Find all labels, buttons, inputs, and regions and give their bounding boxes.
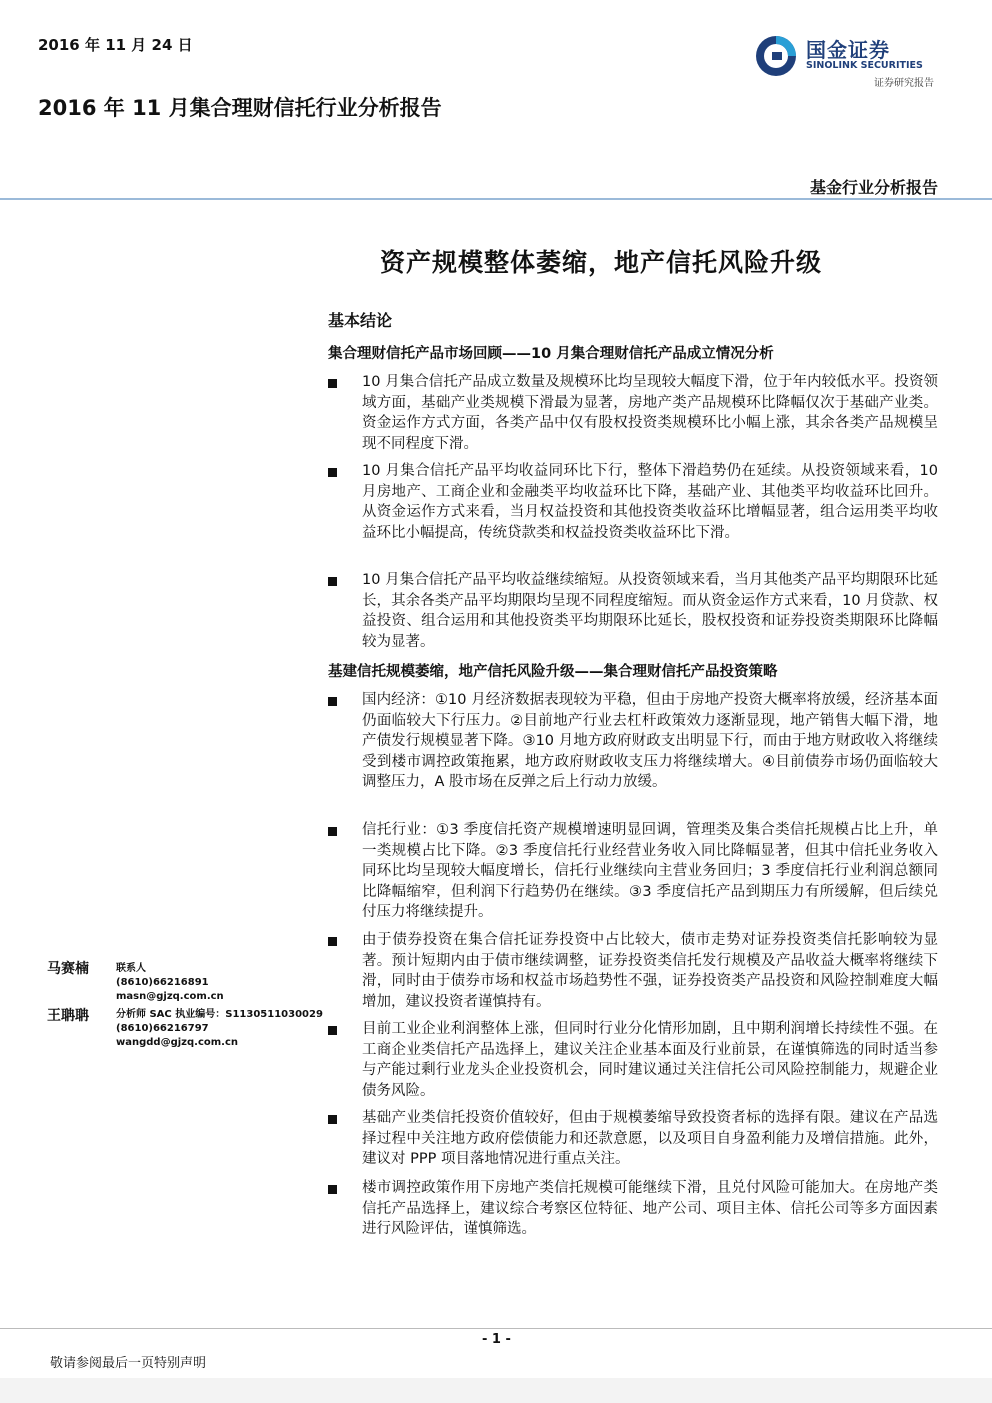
report-category: 基金行业分析报告 bbox=[809, 178, 938, 197]
list-item-text: 国内经济：①10 月经济数据表现较为平稳，但由于房地产投资大概率将放缓，经济基本面仍面临较大下行压力。②目前地产行业去杠杆政策效力逐渐显现，地产销售大幅下滑，地产债发行规模显著下降。③10 月地方政府财政支出明显下行，而由于地方财政收入将继续受到楼市调控政策拖累，地方政府财政收支压力将继续增大。④目前债券市场仍面临较大调整压力，A 股市场在反弹之后上行动力放缓。 bbox=[362, 692, 938, 790]
list-item-text: 由于债券投资在集合信托证券投资中占比较大，债市走势对证券投资类信托影响较为显著。预计短期内由于债市继续调整，证券投资类信托发行规模及产品收益大概率将继续下滑，同时由于债券市场和权益市场趋势性不强，证券投资类产品投资和风险控制难度大幅增加，建议投资者谨慎持有。 bbox=[362, 932, 938, 1010]
list-item-text: 基础产业类信托投资价值较好，但由于规模萎缩导致投资者标的选择有限。建议在产品选择过程中关注地方政府偿债能力和还款意愿，以及项目自身盈利能力及增信措施。此外，建议对 PPP 项目落地情况进行重点关注。 bbox=[362, 1110, 938, 1167]
page-number: - 1 - bbox=[482, 1332, 511, 1347]
list-item-text: 信托行业：①3 季度信托资产规模增速明显回调，管理类及集合类信托规模占比上升，单一类规模占比下降。②3 季度信托行业经营业务收入同比降幅显著，但其中信托业务收入同环比均呈现较大幅度增长，信托行业继续向主营业务回归；3 季度信托行业利润总额同比降幅缩窄，但利润下行趋势仍在继续。③3 季度信托产品到期压力有所缓解，但后续兑付压力将继续提升。 bbox=[362, 822, 938, 920]
bullet-square-icon bbox=[328, 697, 337, 706]
analyst-phone: (8610)66216797 bbox=[116, 1023, 209, 1034]
header-divider bbox=[0, 198, 992, 200]
bullet-square-icon bbox=[328, 937, 337, 946]
report-title: 2016 年 11 月集合理财信托行业分析报告 bbox=[38, 96, 442, 120]
logo-chinese-name: 国金证券 bbox=[806, 38, 890, 62]
company-logo bbox=[754, 30, 954, 90]
sinolink-logo-icon bbox=[754, 34, 798, 78]
list-item-text: 楼市调控政策作用下房地产类信托规模可能继续下滑，且兑付风险可能加大。在房地产类信托产品选择上，建议综合考察区位特征、地产公司、项目主体、信托公司等多方面因素进行风险评估，谨慎筛选。 bbox=[362, 1180, 938, 1237]
section-subheading-review: 集合理财信托产品市场回顾——10 月集合理财信托产品成立情况分析 bbox=[328, 346, 774, 362]
bottom-bar bbox=[0, 1378, 992, 1403]
bullet-square-icon bbox=[328, 577, 337, 586]
bullet-square-icon bbox=[328, 827, 337, 836]
bullet-square-icon bbox=[328, 468, 337, 477]
analyst-email[interactable]: wangdd@gjzq.com.cn bbox=[116, 1037, 239, 1048]
bullet-square-icon bbox=[328, 1115, 337, 1124]
analyst-name: 王聃聃 bbox=[47, 1008, 89, 1024]
analyst-role: 联系人 bbox=[116, 963, 146, 974]
main-title: 资产规模整体萎缩，地产信托风险升级 bbox=[380, 248, 823, 277]
list-item-text: 10 月集合信托产品成立数量及规模环比均呈现较大幅度下滑，位于年内较低水平。投资领域方面，基础产业类规模下滑最为显著，房地产类产品规模环比降幅仅次于基础产业类。资金运作方式方面，各类产品中仅有股权投资类规模环比小幅上涨，其余各类产品规模呈现不同程度下滑。 bbox=[362, 374, 938, 452]
list-item-text: 目前工业企业利润整体上涨，但同时行业分化情形加剧，且中期利润增长持续性不强。在工商企业类信托产品选择上，建议关注企业基本面及行业前景，在谨慎筛选的同时适当参与产能过剩行业龙头企业投资机会，同时建议通过关注信托公司风险控制能力，规避企业债务风险。 bbox=[362, 1021, 938, 1099]
logo-subtitle: 证券研究报告 bbox=[874, 78, 934, 89]
footer-disclaimer: 敬请参阅最后一页特别声明 bbox=[50, 1356, 207, 1371]
analyst-contact bbox=[116, 962, 224, 1004]
analyst-phone: (8610)66216891 bbox=[116, 977, 209, 988]
report-date: 2016 年 11 月 24 日 bbox=[38, 36, 193, 54]
bullet-square-icon bbox=[328, 1185, 337, 1194]
bullet-square-icon bbox=[328, 1026, 337, 1035]
bullet-square-icon bbox=[328, 379, 337, 388]
analyst-name: 马赛楠 bbox=[47, 961, 89, 977]
list-item-text: 10 月集合信托产品平均收益继续缩短。从投资领域来看，当月其他类产品平均期限环比延长，其余各类产品平均期限均呈现不同程度缩短。而从资金运作方式来看，10 月贷款、权益投资、组合运用和其他投资类平均期限环比延长，股权投资和证券投资类期限环比降幅较为显著。 bbox=[362, 572, 938, 650]
section-heading-conclusions: 基本结论 bbox=[328, 311, 393, 330]
analyst-email[interactable]: masn@gjzq.com.cn bbox=[116, 991, 224, 1002]
logo-english-name: SINOLINK SECURITIES bbox=[806, 60, 923, 71]
list-item-text: 10 月集合信托产品平均收益同环比下行，整体下滑趋势仍在延续。从投资领域来看，10 月房地产、工商企业和金融类平均收益环比下降，基础产业、其他类平均收益环比回升。从资金运作方式来看，当月权益投资和其他投资类收益环比增幅显著，组合运用类平均收益环比小幅提高，传统贷款类和权益投资类收益环比下滑。 bbox=[362, 463, 938, 541]
section-subheading-strategy: 基建信托规模萎缩，地产信托风险升级——集合理财信托产品投资策略 bbox=[328, 664, 778, 680]
footer-divider bbox=[0, 1328, 992, 1329]
analyst-role: 分析师 SAC 执业编号：S1130511030029 bbox=[116, 1009, 323, 1020]
analyst-contact bbox=[116, 1008, 323, 1050]
